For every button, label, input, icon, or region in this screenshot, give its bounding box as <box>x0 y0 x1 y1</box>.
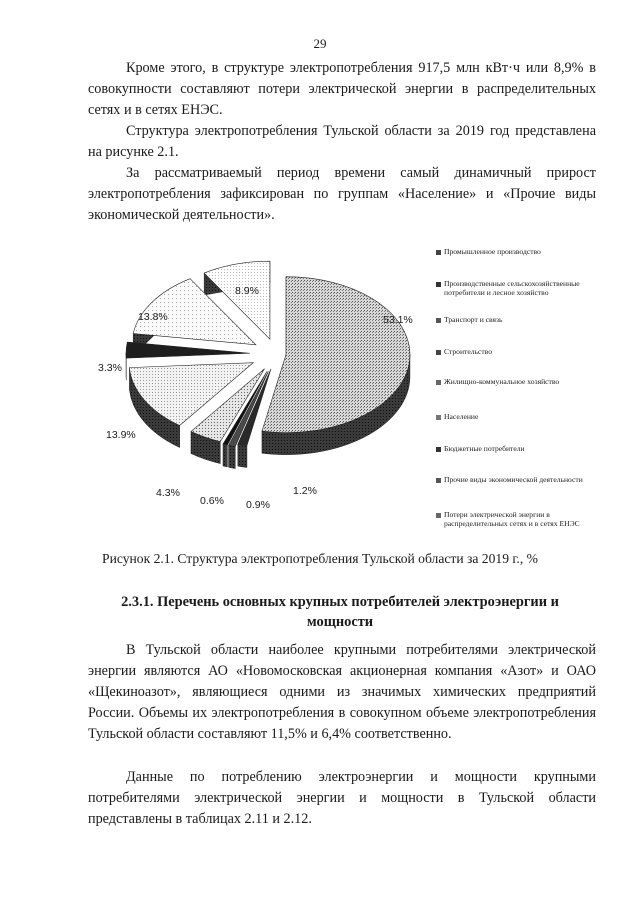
legend-item <box>436 445 611 454</box>
pie-value-label: 8.9% <box>235 285 259 297</box>
legend-label: Прочие виды экономической деятельности <box>444 475 583 484</box>
legend-item <box>436 413 611 422</box>
legend-label: Транспорт и связь <box>444 315 503 324</box>
paragraph: За рассматриваемый период времени самый динамичный прирост электропотребления зафиксирован по группам «Население» и «Прочие виды экономической деятельности». <box>88 165 596 223</box>
legend-swatch <box>436 350 441 355</box>
paragraph: Кроме этого, в структуре электропотребления 917,5 млн кВт·ч или 8,9% в совокупности составляют потери электрической энергии в распределительных сетях и в сетях ЕНЭС. <box>88 60 596 118</box>
legend-label: Бюджетные потребители <box>444 444 525 453</box>
legend-swatch <box>436 380 441 385</box>
page-number: 29 <box>313 36 327 51</box>
pie-value-label: 13.9% <box>106 429 136 441</box>
legend-swatch <box>436 447 441 452</box>
pie-slice-side <box>229 445 236 468</box>
legend-swatch <box>436 415 441 420</box>
legend-swatch <box>436 250 441 255</box>
legend-item <box>436 476 611 485</box>
legend-swatch <box>436 513 441 518</box>
figure-caption: Рисунок 2.1. Структура электропотребления Тульской области за 2019 г., % <box>102 551 538 566</box>
section-heading: 2.3.1. Перечень основных крупных потребителей электроэнергии и мощности <box>121 594 559 630</box>
pie-value-label: 0.6% <box>200 495 224 507</box>
paragraph: Структура электропотребления Тульской области за 2019 год представлена на рисунке 2.1. <box>88 123 596 160</box>
pie-value-label: 0.9% <box>246 499 270 511</box>
pie-slice-side <box>223 444 227 467</box>
legend-swatch <box>436 478 441 483</box>
legend-item <box>436 511 611 528</box>
legend-item <box>436 316 611 325</box>
legend-label: Жилищно-коммунальное хозяйство <box>444 377 560 386</box>
pie-value-label: 53.1% <box>383 314 413 326</box>
pie-chart-figure <box>88 238 608 543</box>
legend-item <box>436 248 611 257</box>
pie-chart <box>88 238 433 543</box>
legend-item <box>436 280 611 297</box>
legend-item <box>436 348 611 357</box>
legend-item <box>436 378 611 387</box>
legend-label: Промышленное производство <box>444 247 541 256</box>
legend-label: Производственные сельскохозяйственные потребители и лесное хозяйство <box>444 279 580 297</box>
paragraph: Данные по потреблению электроэнергии и мощности крупными потребителями электрической энергии и мощности в Тульской области представлены в таблицах 2.11 и 2.12. <box>88 769 596 827</box>
pie-value-label: 13.8% <box>138 311 168 323</box>
pie-slice-side <box>238 444 247 467</box>
paragraph: В Тульской области наиболее крупными потребителями электрической энергии являются АО «Новомосковская акционерная компания «Азот» и ОАО «Щекиноазот», являющиеся одними из значимых химических предприятий России. Объемы их электропотребления в совокупном объеме электропотребления Тульской области составляют 11,5% и 6,4% соответственно. <box>88 642 596 742</box>
legend-label: Строительство <box>444 347 492 356</box>
pie-value-label: 1.2% <box>293 485 317 497</box>
legend-swatch <box>436 282 441 287</box>
pie-value-label: 4.3% <box>156 487 180 499</box>
legend-swatch <box>436 318 441 323</box>
pie-slice <box>126 342 250 358</box>
legend-label: Потери электрической энергии в распределительных сетях и в сетях ЕНЭС <box>444 510 580 528</box>
pie-value-label: 3.3% <box>98 362 122 374</box>
legend-label: Население <box>444 412 479 421</box>
